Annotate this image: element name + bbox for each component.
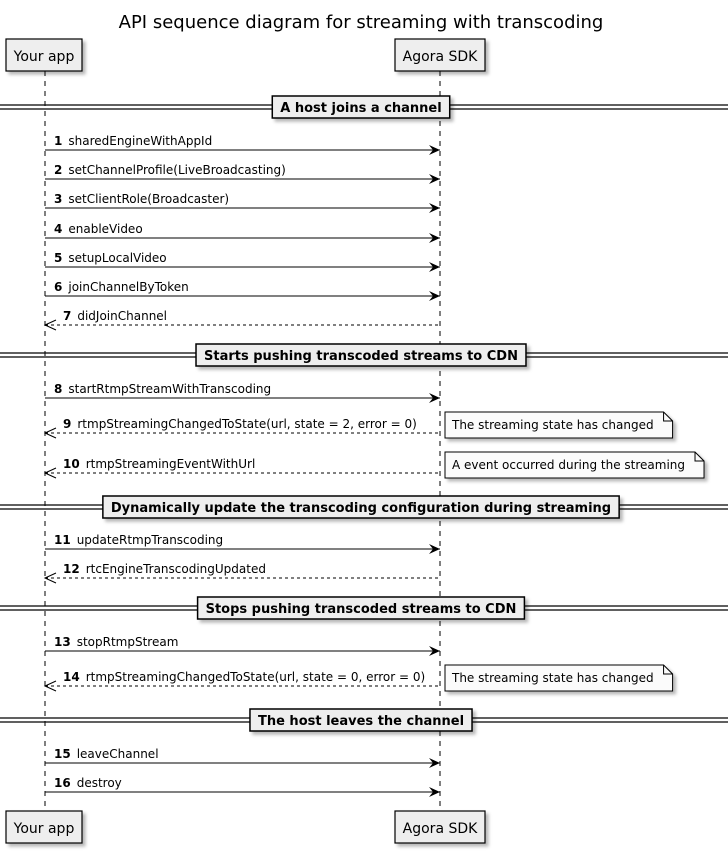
message <box>45 309 440 330</box>
message <box>45 747 440 768</box>
message-label: rtcEngineTranscodingUpdated <box>85 562 266 576</box>
message <box>45 412 673 438</box>
divider-label: Starts pushing transcoded streams to CDN <box>204 349 518 364</box>
message <box>45 280 440 301</box>
diagram-rows <box>0 96 728 797</box>
message-label: setClientRole(Broadcaster) <box>68 192 230 206</box>
message-number: 9 <box>63 417 72 431</box>
section-divider <box>0 496 728 518</box>
message-label: rtmpStreamingChangedToState(url, state = 0, error = 0) <box>85 670 426 684</box>
participant-agora-sdk-top <box>395 39 485 71</box>
note <box>445 452 704 478</box>
message <box>45 222 440 243</box>
message-number: 1 <box>54 134 63 148</box>
note <box>445 412 673 438</box>
note-text: A event occurred during the streaming <box>452 458 686 472</box>
section-divider <box>0 344 728 366</box>
message-label: setupLocalVideo <box>68 251 167 265</box>
message <box>45 192 440 213</box>
message-number: 6 <box>54 280 63 294</box>
message <box>45 134 440 155</box>
message-number: 12 <box>63 562 80 576</box>
message <box>45 251 440 272</box>
message-number: 10 <box>63 457 80 471</box>
note <box>445 665 673 691</box>
message-number: 4 <box>54 222 63 236</box>
message-number: 16 <box>54 776 71 790</box>
message-label: startRtmpStreamWithTranscoding <box>68 382 272 396</box>
message <box>45 533 440 554</box>
message <box>45 382 440 403</box>
divider-label: A host joins a channel <box>280 101 442 116</box>
participant-agora-sdk-bottom <box>395 811 485 843</box>
message-label: updateRtmpTranscoding <box>76 533 224 547</box>
note-text: The streaming state has changed <box>452 671 654 685</box>
participant-your-app-bottom <box>6 811 82 843</box>
message-number: 8 <box>54 382 63 396</box>
message-label: stopRtmpStream <box>76 635 179 649</box>
message-number: 14 <box>63 670 80 684</box>
message-number: 15 <box>54 747 71 761</box>
divider-label: Dynamically update the transcoding configuration during streaming <box>110 501 612 516</box>
message-label: destroy <box>76 776 122 790</box>
message <box>45 665 673 691</box>
message <box>45 635 440 656</box>
message-label: rtmpStreamingChangedToState(url, state = 2, error = 0) <box>77 417 417 431</box>
section-divider <box>0 709 728 731</box>
message-number: 5 <box>54 251 63 265</box>
message <box>45 452 704 478</box>
message-label: setChannelProfile(LiveBroadcasting) <box>68 163 286 177</box>
message-label: joinChannelByToken <box>68 280 189 294</box>
message-label: rtmpStreamingEventWithUrl <box>85 457 256 471</box>
participant-label: Your app <box>13 49 75 65</box>
message-label: leaveChannel <box>76 747 159 761</box>
participant-label: Your app <box>13 821 75 837</box>
message <box>45 163 440 184</box>
divider-label: Stops pushing transcoded streams to CDN <box>205 602 517 617</box>
participant-label: Agora SDK <box>402 49 478 65</box>
participant-your-app-top <box>6 39 82 71</box>
participant-label: Agora SDK <box>402 821 478 837</box>
message-number: 13 <box>54 635 71 649</box>
diagram-title: API sequence diagram for streaming with transcoding <box>118 12 604 33</box>
message-label: sharedEngineWithAppId <box>68 134 213 148</box>
message <box>45 562 440 583</box>
section-divider <box>0 96 728 118</box>
divider-label: The host leaves the channel <box>257 714 465 729</box>
message-label: enableVideo <box>68 222 143 236</box>
message-label: didJoinChannel <box>77 309 168 323</box>
message <box>45 776 440 797</box>
message-number: 11 <box>54 533 71 547</box>
note-text: The streaming state has changed <box>452 418 654 432</box>
section-divider <box>0 597 728 619</box>
message-number: 2 <box>54 163 63 177</box>
message-number: 3 <box>54 192 63 206</box>
message-number: 7 <box>63 309 72 323</box>
